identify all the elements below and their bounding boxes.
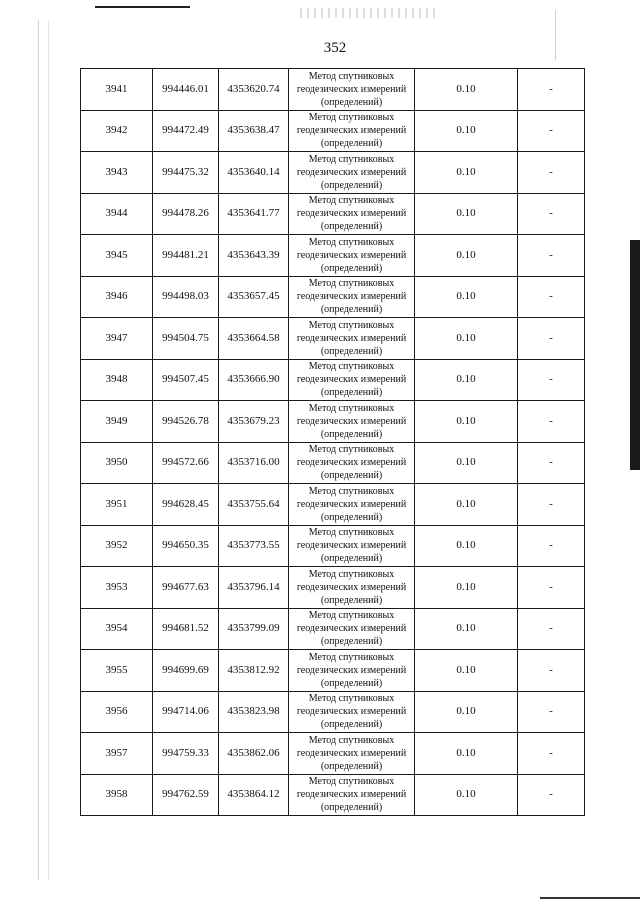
y-coordinate-cell: 4353862.06	[219, 733, 289, 775]
table-row	[81, 691, 585, 733]
method-line: геодезических измерений	[296, 208, 407, 220]
left-margin-scan-line-2	[48, 20, 49, 880]
method-line: (определений)	[320, 511, 383, 523]
method-line: геодезических измерений	[296, 747, 407, 759]
coordinates-table-body	[81, 69, 585, 816]
note-cell: -	[518, 442, 585, 484]
accuracy-cell: 0.10	[415, 359, 518, 401]
method-line: Метод спутниковых	[308, 361, 395, 373]
method-line: геодезических измерений	[296, 706, 407, 718]
method-line: (определений)	[320, 428, 383, 440]
method-cell	[289, 733, 415, 775]
table-row	[81, 401, 585, 443]
point-number-cell: 3945	[81, 235, 153, 277]
table-row	[81, 276, 585, 318]
note-cell: -	[518, 359, 585, 401]
accuracy-cell: 0.10	[415, 525, 518, 567]
method-cell	[289, 401, 415, 443]
method-line: Метод спутниковых	[308, 112, 395, 124]
method-line: (определений)	[320, 138, 383, 150]
method-cell	[289, 525, 415, 567]
note-cell: -	[518, 733, 585, 775]
method-line: геодезических измерений	[296, 249, 407, 261]
bottom-scan-rule	[540, 897, 640, 899]
point-number-cell: 3948	[81, 359, 153, 401]
note-cell: -	[518, 691, 585, 733]
method-cell	[289, 650, 415, 692]
method-cell	[289, 359, 415, 401]
method-line: геодезических измерений	[296, 789, 407, 801]
method-line: (определений)	[320, 677, 383, 689]
point-number-cell: 3947	[81, 318, 153, 360]
accuracy-cell: 0.10	[415, 193, 518, 235]
method-line: геодезических измерений	[296, 83, 407, 95]
x-coordinate-cell: 994498.03	[153, 276, 219, 318]
method-line: Метод спутниковых	[308, 402, 395, 414]
x-coordinate-cell: 994762.59	[153, 774, 219, 816]
note-cell: -	[518, 110, 585, 152]
page-number: 352	[323, 40, 347, 56]
method-line: геодезических измерений	[296, 374, 407, 386]
y-coordinate-cell: 4353812.92	[219, 650, 289, 692]
method-line: Метод спутниковых	[308, 693, 395, 705]
table-row	[81, 318, 585, 360]
method-line: Метод спутниковых	[308, 70, 395, 82]
table-row	[81, 193, 585, 235]
y-coordinate-cell: 4353799.09	[219, 608, 289, 650]
x-coordinate-cell: 994504.75	[153, 318, 219, 360]
x-coordinate-cell: 994472.49	[153, 110, 219, 152]
table-row	[81, 650, 585, 692]
method-line: Метод спутниковых	[308, 236, 395, 248]
accuracy-cell: 0.10	[415, 152, 518, 194]
accuracy-cell: 0.10	[415, 69, 518, 111]
method-line: геодезических измерений	[296, 166, 407, 178]
point-number-cell: 3951	[81, 484, 153, 526]
method-line: геодезических измерений	[296, 664, 407, 676]
left-margin-scan-line	[38, 20, 39, 880]
point-number-cell: 3952	[81, 525, 153, 567]
table-row	[81, 110, 585, 152]
accuracy-cell: 0.10	[415, 733, 518, 775]
y-coordinate-cell: 4353666.90	[219, 359, 289, 401]
method-line: Метод спутниковых	[308, 734, 395, 746]
method-line: Метод спутниковых	[308, 651, 395, 663]
note-cell: -	[518, 650, 585, 692]
scan-artifact	[300, 8, 440, 18]
point-number-cell: 3954	[81, 608, 153, 650]
y-coordinate-cell: 4353620.74	[219, 69, 289, 111]
y-coordinate-cell: 4353657.45	[219, 276, 289, 318]
note-cell: -	[518, 525, 585, 567]
table-row	[81, 525, 585, 567]
x-coordinate-cell: 994481.21	[153, 235, 219, 277]
x-coordinate-cell: 994572.66	[153, 442, 219, 484]
method-line: (определений)	[320, 802, 383, 814]
method-cell	[289, 235, 415, 277]
note-cell: -	[518, 235, 585, 277]
method-line: (определений)	[320, 719, 383, 731]
method-line: геодезических измерений	[296, 540, 407, 552]
method-cell	[289, 69, 415, 111]
method-cell	[289, 193, 415, 235]
method-cell	[289, 442, 415, 484]
point-number-cell: 3941	[81, 69, 153, 111]
method-line: Метод спутниковых	[308, 568, 395, 580]
y-coordinate-cell: 4353638.47	[219, 110, 289, 152]
method-cell	[289, 774, 415, 816]
method-line: (определений)	[320, 345, 383, 357]
method-cell	[289, 152, 415, 194]
point-number-cell: 3946	[81, 276, 153, 318]
accuracy-cell: 0.10	[415, 442, 518, 484]
method-line: (определений)	[320, 304, 383, 316]
x-coordinate-cell: 994699.69	[153, 650, 219, 692]
note-cell: -	[518, 608, 585, 650]
method-line: геодезических измерений	[296, 415, 407, 427]
point-number-cell: 3943	[81, 152, 153, 194]
method-cell	[289, 691, 415, 733]
note-cell: -	[518, 774, 585, 816]
method-line: (определений)	[320, 96, 383, 108]
point-number-cell: 3956	[81, 691, 153, 733]
method-line: Метод спутниковых	[308, 485, 395, 497]
y-coordinate-cell: 4353640.14	[219, 152, 289, 194]
accuracy-cell: 0.10	[415, 235, 518, 277]
accuracy-cell: 0.10	[415, 691, 518, 733]
method-line: (определений)	[320, 179, 383, 191]
point-number-cell: 3949	[81, 401, 153, 443]
note-cell: -	[518, 152, 585, 194]
method-line: (определений)	[320, 636, 383, 648]
table-row	[81, 69, 585, 111]
x-coordinate-cell: 994628.45	[153, 484, 219, 526]
method-line: геодезических измерений	[296, 623, 407, 635]
y-coordinate-cell: 4353864.12	[219, 774, 289, 816]
x-coordinate-cell: 994478.26	[153, 193, 219, 235]
method-line: Метод спутниковых	[308, 278, 395, 290]
x-coordinate-cell: 994650.35	[153, 525, 219, 567]
point-number-cell: 3955	[81, 650, 153, 692]
x-coordinate-cell: 994507.45	[153, 359, 219, 401]
accuracy-cell: 0.10	[415, 774, 518, 816]
x-coordinate-cell: 994526.78	[153, 401, 219, 443]
page-edge-shadow	[630, 240, 640, 470]
method-line: геодезических измерений	[296, 125, 407, 137]
accuracy-cell: 0.10	[415, 567, 518, 609]
accuracy-cell: 0.10	[415, 650, 518, 692]
method-line: Метод спутниковых	[308, 776, 395, 788]
method-line: (определений)	[320, 470, 383, 482]
method-cell	[289, 276, 415, 318]
y-coordinate-cell: 4353796.14	[219, 567, 289, 609]
method-line: Метод спутниковых	[308, 610, 395, 622]
point-number-cell: 3957	[81, 733, 153, 775]
accuracy-cell: 0.10	[415, 401, 518, 443]
y-coordinate-cell: 4353679.23	[219, 401, 289, 443]
accuracy-cell: 0.10	[415, 110, 518, 152]
method-line: геодезических измерений	[296, 581, 407, 593]
method-cell	[289, 318, 415, 360]
method-line: Метод спутниковых	[308, 444, 395, 456]
y-coordinate-cell: 4353823.98	[219, 691, 289, 733]
point-number-cell: 3953	[81, 567, 153, 609]
table-row	[81, 608, 585, 650]
x-coordinate-cell: 994475.32	[153, 152, 219, 194]
table-row	[81, 442, 585, 484]
accuracy-cell: 0.10	[415, 608, 518, 650]
table-row	[81, 152, 585, 194]
point-number-cell: 3958	[81, 774, 153, 816]
table-row	[81, 733, 585, 775]
method-line: (определений)	[320, 387, 383, 399]
note-cell: -	[518, 484, 585, 526]
method-line: геодезических измерений	[296, 332, 407, 344]
y-coordinate-cell: 4353643.39	[219, 235, 289, 277]
method-line: Метод спутниковых	[308, 319, 395, 331]
x-coordinate-cell: 994714.06	[153, 691, 219, 733]
method-line: геодезических измерений	[296, 457, 407, 469]
note-cell: -	[518, 401, 585, 443]
method-line: Метод спутниковых	[308, 195, 395, 207]
table-row	[81, 359, 585, 401]
note-cell: -	[518, 567, 585, 609]
x-coordinate-cell: 994759.33	[153, 733, 219, 775]
note-cell: -	[518, 318, 585, 360]
y-coordinate-cell: 4353755.64	[219, 484, 289, 526]
method-cell	[289, 110, 415, 152]
accuracy-cell: 0.10	[415, 276, 518, 318]
accuracy-cell: 0.10	[415, 318, 518, 360]
method-line: геодезических измерений	[296, 498, 407, 510]
method-line: (определений)	[320, 553, 383, 565]
note-cell: -	[518, 193, 585, 235]
note-cell: -	[518, 69, 585, 111]
y-coordinate-cell: 4353664.58	[219, 318, 289, 360]
x-coordinate-cell: 994677.63	[153, 567, 219, 609]
x-coordinate-cell: 994681.52	[153, 608, 219, 650]
method-line: Метод спутниковых	[308, 527, 395, 539]
method-line: геодезических измерений	[296, 291, 407, 303]
method-line: (определений)	[320, 262, 383, 274]
table-row	[81, 235, 585, 277]
method-line: (определений)	[320, 221, 383, 233]
method-line: (определений)	[320, 594, 383, 606]
x-coordinate-cell: 994446.01	[153, 69, 219, 111]
method-cell	[289, 608, 415, 650]
method-line: (определений)	[320, 760, 383, 772]
note-cell: -	[518, 276, 585, 318]
table-row	[81, 774, 585, 816]
y-coordinate-cell: 4353773.55	[219, 525, 289, 567]
y-coordinate-cell: 4353716.00	[219, 442, 289, 484]
table-row	[81, 484, 585, 526]
table-row	[81, 567, 585, 609]
coordinates-table	[80, 68, 585, 816]
point-number-cell: 3950	[81, 442, 153, 484]
y-coordinate-cell: 4353641.77	[219, 193, 289, 235]
method-cell	[289, 484, 415, 526]
point-number-cell: 3944	[81, 193, 153, 235]
method-line: Метод спутниковых	[308, 153, 395, 165]
point-number-cell: 3942	[81, 110, 153, 152]
accuracy-cell: 0.10	[415, 484, 518, 526]
method-cell	[289, 567, 415, 609]
top-scan-rule	[95, 6, 190, 8]
